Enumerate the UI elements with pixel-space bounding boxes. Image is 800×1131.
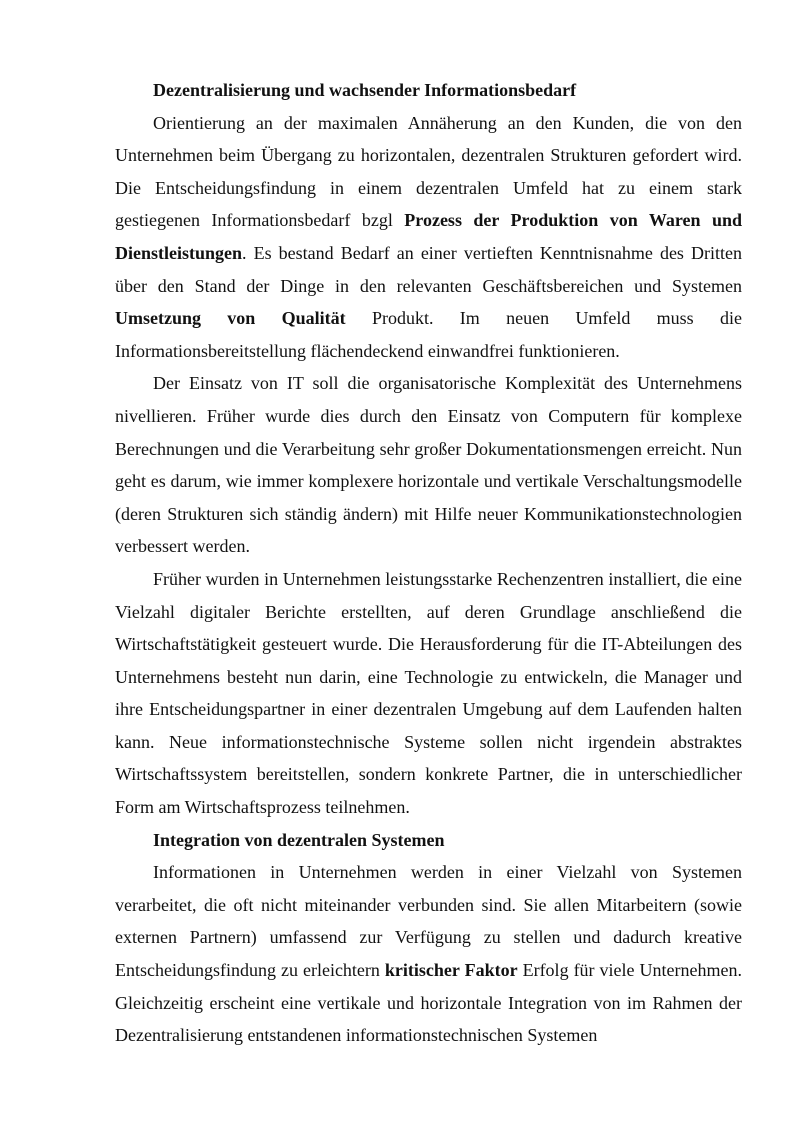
paragraph-text: Produkt. Im neuen Umfeld muss die Informationsbereitstellung flächendeckend einwandfrei funktionieren.	[115, 308, 742, 361]
paragraph-system-integration	[115, 856, 742, 1052]
paragraph-text: Erfolg für viele Unternehmen. Gleichzeitig erscheint eine vertikale und horizontale Integration von im Rahmen der Dezentralisierung entstandenen informationstechnischen Systemen	[115, 960, 742, 1046]
section-heading-decentralization: Dezentralisierung und wachsender Informationsbedarf	[153, 80, 577, 100]
paragraph-text: . Es bestand Bedarf an einer vertieften Kenntnisnahme des Dritten über den Stand der Dinge in den relevanten Geschäftsbereichen und Systemen	[115, 242, 742, 296]
section-heading-integration: Integration von dezentralen Systemen	[153, 829, 445, 850]
emphasis-text: kritischer Faktor	[384, 960, 518, 981]
paragraph-data-centers	[115, 563, 742, 824]
emphasis-text: Prozess der Produktion von Waren und Dienstleistungen	[115, 210, 742, 263]
document-page	[115, 74, 742, 1052]
paragraph-customer-orientation	[115, 107, 742, 368]
paragraph-text: Orientierung an der maximalen Annäherung an den Kunden, die von den Unternehmen beim Übergang zu horizontalen, dezentralen Strukturen gefordert wird. Die Entscheidungsfindung in einem dezentralen Umfeld hat zu einem stark gestiegenen Informationsbedarf bzgl	[115, 112, 742, 231]
paragraph-text: Der Einsatz von IT soll die organisatorische Komplexität des Unternehmens nivellieren. Früher wurde dies durch den Einsatz von Computern für komplexe Berechnungen und die Verarbeitung sehr großer Dokumentationsmengen erreicht. Nun geht es darum, wie immer komplexere horizontale und vertikale Verschaltungsmodelle (deren Strukturen sich ständig ändern) mit Hilfe neuer Kommunikationstechnologien verbessert werden.	[115, 373, 742, 557]
paragraph-text: Früher wurden in Unternehmen leistungsstarke Rechenzentren installiert, die eine Vielzahl digitaler Berichte erstellten, auf deren Grundlage anschließend die Wirtschaftstätigkeit gesteuert wurde. Die Herausforderung für die IT-Abteilungen des Unternehmens besteht nun darin, eine Technologie zu entwickeln, die Manager und ihre Entscheidungspartner in einer dezentralen Umgebung auf dem Laufenden halten kann. Neue informationstechnische Systeme sollen nicht irgendein abstraktes Wirtschaftssystem bereitstellen, sondern konkrete Partner, die in unterschiedlicher Form am Wirtschaftsprozess teilnehmen.	[115, 568, 742, 818]
paragraph-it-complexity	[115, 367, 742, 563]
paragraph-text: Informationen in Unternehmen werden in einer Vielzahl von Systemen verarbeitet, die oft nicht miteinander verbunden sind. Sie allen Mitarbeitern (sowie externen Partnern) umfassend zur Verfügung zu stellen und dadurch kreative Entscheidungsfindung zu erleichtern	[115, 862, 742, 981]
emphasis-text: Umsetzung von Qualität	[115, 308, 346, 329]
